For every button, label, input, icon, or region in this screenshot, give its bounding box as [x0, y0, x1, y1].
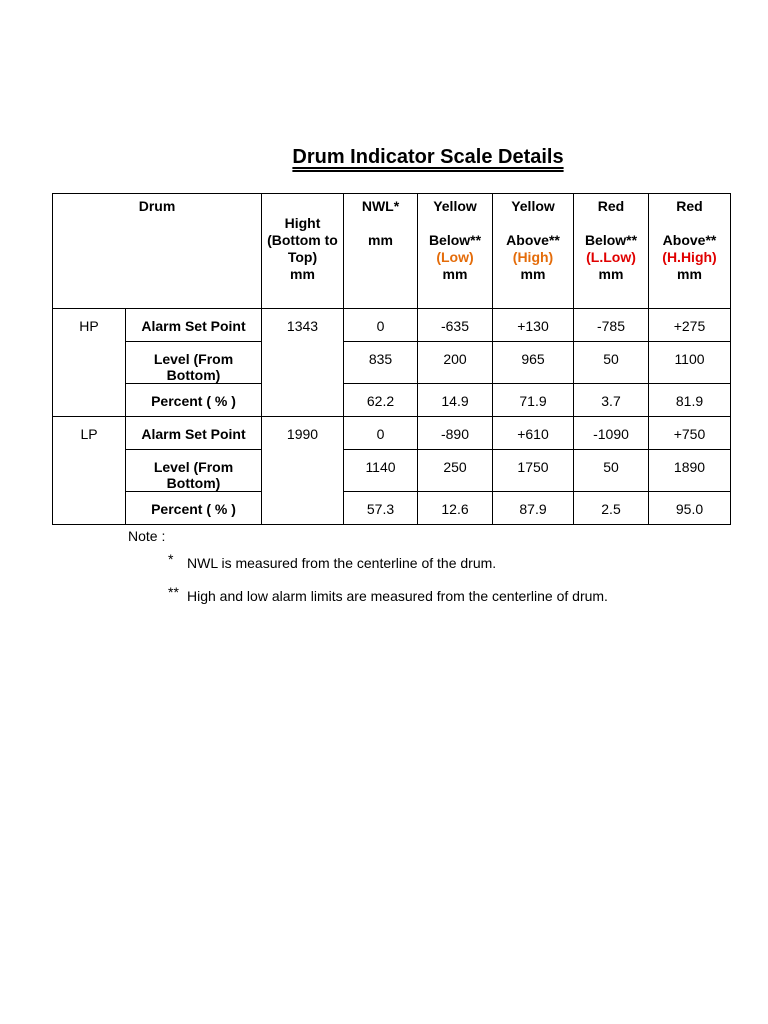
- table-cell: 87.9: [493, 492, 574, 525]
- header-row: [53, 194, 731, 309]
- table-row: [53, 450, 731, 492]
- note-mark: **: [168, 584, 179, 600]
- drum-height-value: 1343: [262, 309, 344, 417]
- table-cell: +750: [649, 417, 731, 450]
- notes-heading: Note :: [128, 528, 166, 544]
- header-yellow-above: Yellow Above** (High) mm: [493, 194, 574, 309]
- note-text: High and low alarm limits are measured from the centerline of drum.: [187, 588, 608, 604]
- header-red-above: Red Above** (H.High) mm: [649, 194, 731, 309]
- table-cell: 50: [574, 342, 649, 384]
- drum-scale-table: [52, 193, 731, 525]
- row-label: Level (From Bottom): [126, 342, 262, 384]
- row-label: Alarm Set Point: [126, 417, 262, 450]
- table-cell: 3.7: [574, 384, 649, 417]
- table-row: [53, 417, 731, 450]
- header-red-below: Red Below** (L.Low) mm: [574, 194, 649, 309]
- table-cell: -890: [418, 417, 493, 450]
- header-height: Hight (Bottom to Top) mm: [262, 194, 344, 309]
- note-text: NWL is measured from the centerline of the drum.: [187, 555, 497, 571]
- table-cell: 0: [344, 309, 418, 342]
- page-title: Drum Indicator Scale Details: [292, 146, 564, 168]
- row-label: Percent ( % ): [126, 384, 262, 417]
- table-cell: -785: [574, 309, 649, 342]
- header-drum: Drum: [53, 194, 262, 309]
- table-row: [53, 342, 731, 384]
- drum-group-label: LP: [53, 417, 126, 525]
- table-row: [53, 309, 731, 342]
- table-cell: 965: [493, 342, 574, 384]
- header-nwl: NWL* mm: [344, 194, 418, 309]
- note-mark: *: [168, 551, 174, 567]
- table-cell: 71.9: [493, 384, 574, 417]
- table-cell: 1890: [649, 450, 731, 492]
- table-cell: -635: [418, 309, 493, 342]
- table-cell: 62.2: [344, 384, 418, 417]
- table-cell: 95.0: [649, 492, 731, 525]
- table-cell: 50: [574, 450, 649, 492]
- table-cell: 835: [344, 342, 418, 384]
- table-cell: -1090: [574, 417, 649, 450]
- table-cell: +610: [493, 417, 574, 450]
- table-cell: 0: [344, 417, 418, 450]
- table-cell: 1140: [344, 450, 418, 492]
- row-label: Percent ( % ): [126, 492, 262, 525]
- table-cell: 57.3: [344, 492, 418, 525]
- table-cell: 1100: [649, 342, 731, 384]
- table-cell: 250: [418, 450, 493, 492]
- table-cell: 81.9: [649, 384, 731, 417]
- table-cell: 200: [418, 342, 493, 384]
- table-row: [53, 384, 731, 417]
- table-row: [53, 492, 731, 525]
- table-cell: +130: [493, 309, 574, 342]
- row-label: Level (From Bottom): [126, 450, 262, 492]
- header-yellow-below: Yellow Below** (Low) mm: [418, 194, 493, 309]
- row-label: Alarm Set Point: [126, 309, 262, 342]
- table-cell: 12.6: [418, 492, 493, 525]
- table-cell: 2.5: [574, 492, 649, 525]
- table-cell: 1750: [493, 450, 574, 492]
- drum-height-value: 1990: [262, 417, 344, 525]
- table-cell: 14.9: [418, 384, 493, 417]
- table-cell: +275: [649, 309, 731, 342]
- drum-group-label: HP: [53, 309, 126, 417]
